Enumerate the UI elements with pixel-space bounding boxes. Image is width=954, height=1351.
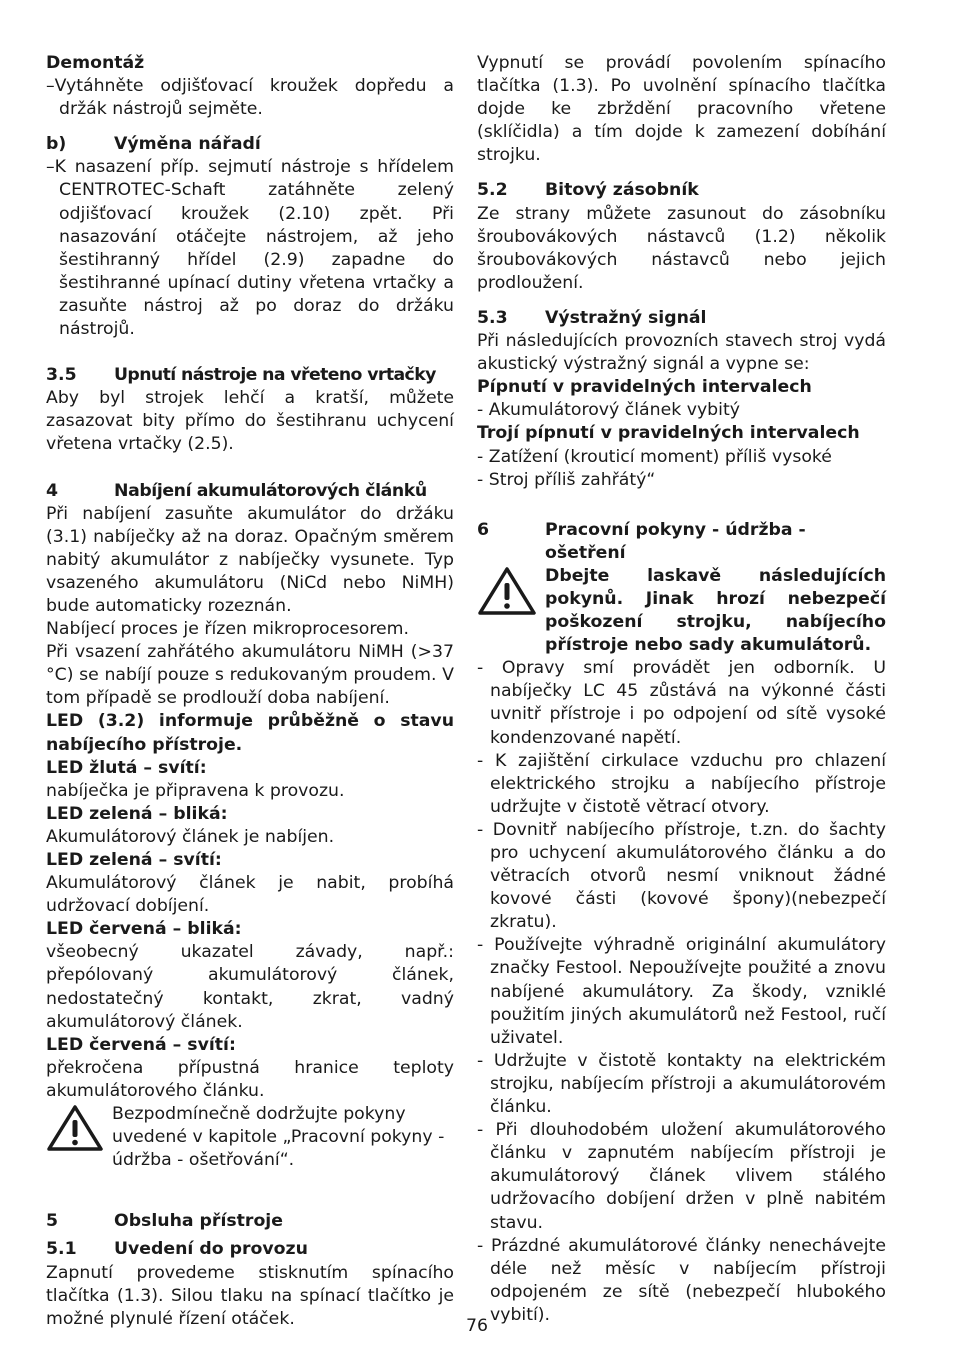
section-6-number: 6 (477, 519, 490, 540)
left-column (46, 52, 454, 1331)
section-b-number: b) (46, 134, 67, 155)
demontaz-text: –Vytáhněte odjišťovací kroužek dopředu a držák nástrojů sejměte. (46, 76, 454, 120)
section-5-1-number: 5.1 (46, 1239, 77, 1260)
section-5-number: 5 (46, 1211, 59, 1232)
section-4-title: Nabíjení akumulátorových článků (114, 480, 427, 501)
list-item: - Udržujte v čistotě kontakty na elektrickém strojku, nabíjecím přístroji a akumulátorovém článku. (477, 1050, 886, 1118)
section-6-warning (477, 565, 886, 657)
warning-triangle-icon (477, 565, 537, 621)
warning-text: Bezpodmínečně dodržujte pokyny uvedené v kapitole „Pracovní pokyny - údržba - ošetřování“. (112, 1104, 445, 1171)
led-red-blink-title: LED červená – bliká: (46, 919, 242, 940)
maintenance-list (477, 657, 886, 1327)
section-4-paragraph-1: Při nabíjení zasuňte akumulátor do držáku (3.1) nabíječky až na doraz. Opačným směrem nabitý akumulátor z nabíječky vysunete. Typ vsazeného akumulátoru (NiCd nebo NiMH) bude automaticky rozeznán. (46, 503, 454, 616)
section-5-2-number: 5.2 (477, 180, 508, 201)
led-yellow-on-text: nabíječka je připravena k provozu. (46, 780, 345, 801)
section-5-title: Obsluha přístroje (114, 1211, 283, 1232)
led-green-on-title: LED zelená – svítí: (46, 850, 222, 870)
section-b-heading (46, 133, 454, 156)
led-green-blink-title: LED zelená – bliká: (46, 803, 228, 824)
section-5-3-title: Výstražný signál (545, 307, 707, 328)
section-5-3-number: 5.3 (477, 307, 508, 328)
section-3-5-title: Upnutí nástroje na vřeteno vrtačky (114, 365, 436, 386)
list-item: - K zajištění cirkulace vzduchu pro chlazení elektrického strojku a nabíjecího přístroje udržujte v čistotě větrací otvory. (477, 750, 886, 817)
led-intro: LED (3.2) informuje průběžně o stavu nabíjecího přístroje. (46, 711, 454, 755)
single-beep-item: - Akumulátorový článek vybitý (477, 400, 740, 421)
section-5-2-heading (477, 179, 886, 202)
warning-note (46, 1103, 454, 1172)
right-column (477, 52, 886, 1327)
section-3-5-number: 3.5 (46, 365, 77, 386)
section-5-1-title: Uvedení do provozu (114, 1239, 308, 1260)
section-5-3-text: Při následujících provozních stavech stroj vydá akustický výstražný signál a vypne se: (477, 331, 886, 375)
section-5-3-heading (477, 307, 886, 330)
list-item: - Dovnitř nabíjecího přístroje, t.zn. do šachty pro uchycení akumulátorového článku a do větracích otvorů nesmí vniknout žádné kovové části (kovové špony)(nebezpečí zkratu). (477, 819, 886, 933)
list-item: - Opravy smí provádět jen odborník. U nabíječky LC 45 zůstává na výkonné části uvnitř přístroje i po odpojení od sítě vysoké kondenzované napětí. (477, 658, 886, 748)
single-beep-title: Pípnutí v pravidelných intervalech (477, 377, 812, 398)
led-red-on-title: LED červená – svítí: (46, 1034, 236, 1055)
section-6-warning-text: Dbejte laskavě následujících pokynů. Jinak hrozí nebezpečí poškození strojku, nabíjecího přístroje nebo sady akumulátorů. (545, 565, 886, 656)
section-b-text: –K nasazení příp. sejmutí nástroje s hřídelem CENTROTEC-Schaft zatáhněte zelený odjišťovací kroužek (2.10) zpět. Při nasazování otáčejte nástrojem, až jeho šestihranný hřídel (2.9) zapadne do šestihranné upínací dutiny vřetena vrtačky a zasuňte nástroj až po doraz do držáku nástrojů. (46, 157, 454, 340)
triple-beep-title: Trojí pípnutí v pravidelných intervalech (477, 423, 860, 444)
section-5-2-text: Ze strany můžete zasunout do zásobníku šroubovákových nástavců (1.2) několik šroubovákových nástavců nebo jejich prodloužení. (477, 203, 886, 293)
warning-triangle-icon (46, 1103, 104, 1157)
section-5-1-text: Zapnutí provedeme stisknutím spínacího tlačítka (1.3). Silou tlaku na spínací tlačítko je možné plynulé řízení otáček. (46, 1262, 454, 1329)
triple-beep-item-1: - Zatížení (krouticí moment) příliš vysoké (477, 446, 832, 467)
section-4-paragraph-3: Při vsazení zahřátého akumulátoru NiMH (>37 °C) se nabíjí pouze s redukovaným proudem. V tom případě se prodlouží doba nabíjení. (46, 642, 454, 709)
section-b-title: Výměna nářadí (114, 134, 261, 155)
section-4-paragraph-2: Nabíjecí proces je řízen mikroprocesorem. (46, 619, 409, 640)
page-number: 76 (466, 1316, 488, 1336)
section-5-2-title: Bitový zásobník (545, 180, 699, 201)
section-6-title: Pracovní pokyny - údržba - ošetření (545, 519, 806, 563)
list-item: - Při dlouhodobém uložení akumulátorového článku v zapnutém nabíjecím přístroji je akumulátorový článek vlivem stálého udržovacího dobíjení držen v plně nabitém stavu. (477, 1120, 886, 1233)
demontaz-heading: Demontáž (46, 53, 145, 73)
section-4-heading (46, 480, 454, 503)
led-red-on-text: překročena přípustná hranice teploty akumulátorového článku. (46, 1057, 454, 1101)
triple-beep-item-2: - Stroj příliš zahřátý“ (477, 469, 656, 490)
led-red-blink-text: všeobecný ukazatel závady, např.: přepólovaný akumulátorový článek, nedostatečný kontakt, zkrat, vadný akumulátorový článek. (46, 942, 454, 1032)
list-item: - Používejte výhradně originální akumulátory značky Festool. Nepoužívejte použité a znovu nabíjené akumulátory. Za škody, vzniklé použitím jiných akumulátorů než Festool, ručí uživatel. (477, 935, 886, 1048)
section-3-5-heading (46, 364, 454, 387)
led-yellow-on-title: LED žlutá – svítí: (46, 757, 207, 778)
section-5-heading (46, 1210, 454, 1233)
section-6-heading (477, 519, 886, 565)
led-green-blink-text: Akumulátorový článek je nabíjen. (46, 826, 335, 847)
section-5-1-heading (46, 1238, 454, 1261)
switch-off-text: Vypnutí se provádí povolením spínacího tlačítka (1.3). Po uvolnění spínacího tlačítka dojde ke zbrždění pracovního vřetene (sklíčidla) a tím dojde k zamezení dobíhání strojku. (477, 53, 886, 166)
section-4-number: 4 (46, 480, 59, 501)
led-green-on-text: Akumulátorový článek je nabit, probíhá udržovací dobíjení. (46, 873, 454, 917)
list-item: - Prázdné akumulátorové články nenechávejte déle než měsíc v nabíjecím přístroji odpojeném ze sítě (nebezpečí hlubokého vybití). (477, 1235, 886, 1325)
section-3-5-text: Aby byl strojek lehčí a kratší, můžete zasazovat bity přímo do šestihranu uchycení vřetena vrtačky (2.5). (46, 388, 454, 455)
